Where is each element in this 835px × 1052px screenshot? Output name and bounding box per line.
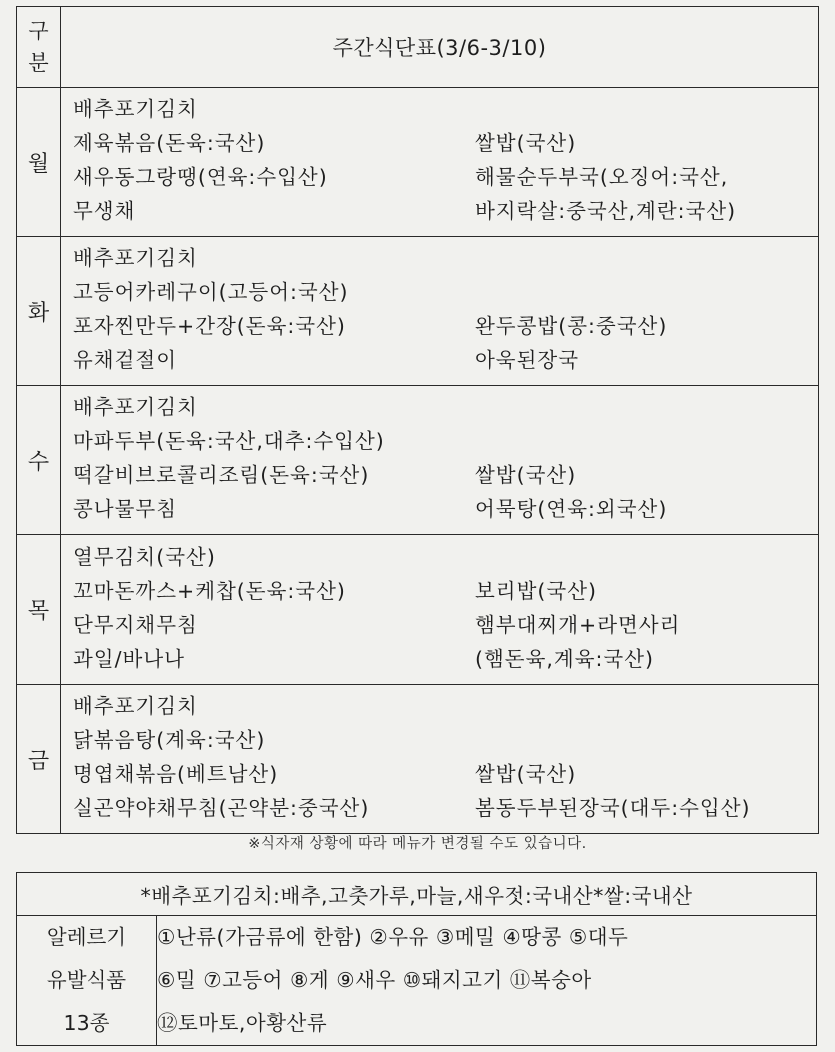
menu-item [475, 540, 818, 574]
menu-item [475, 390, 818, 424]
menu-item: 배추포기김치 [73, 246, 198, 270]
menu-item: 무생채 [73, 199, 136, 223]
menu-title: 주간식단표(3/6-3/10) [61, 7, 819, 88]
menu-header-row [17, 7, 819, 88]
menu-item: 어묵탕(연육:외국산) [475, 497, 668, 521]
menu-item: 콩나물무침 [73, 497, 178, 521]
menu-item: 해물순두부국(오징어:국산, [475, 165, 729, 189]
menu-item: 꼬마돈까스+케찹(돈육:국산) [73, 578, 346, 603]
menu-item [475, 275, 818, 309]
menu-item [475, 424, 818, 458]
menu-item: 마파두부(돈육:국산,대추:수입산) [73, 429, 385, 453]
day-label: 금 [17, 685, 61, 834]
day-row-thu [17, 535, 819, 685]
meal-cell [61, 237, 819, 386]
meal-cell [61, 386, 819, 535]
weekly-menu-table [16, 6, 819, 834]
day-label: 월 [17, 88, 61, 237]
menu-item: 유채겉절이 [73, 348, 178, 372]
menu-item: 새우동그랑땡(연육:수입산) [73, 165, 328, 189]
menu-item: 보리밥(국산) [475, 578, 598, 603]
menu-item: 명엽채볶음(베트남산) [73, 762, 279, 786]
menu-item: 고등어카레구이(고등어:국산) [73, 280, 349, 304]
day-label: 화 [17, 237, 61, 386]
menu-change-notice: ※식자재 상황에 따라 메뉴가 변경될 수도 있습니다. [248, 836, 587, 852]
menu-item: 닭볶음탕(계육:국산) [73, 728, 266, 752]
meal-cell [61, 88, 819, 237]
menu-item: 과일/바나나 [73, 646, 185, 671]
allergy-label-line: 13종 [63, 1011, 110, 1035]
allergy-item-line: ⑥밀 ⑦고등어 ⑧게 ⑨새우 ⑩돼지고기 ⑪복숭아 [157, 968, 592, 992]
menu-item: 바지락살:중국산,계란:국산) [475, 199, 737, 223]
allergy-row [17, 916, 817, 1046]
day-label: 수 [17, 386, 61, 535]
menu-item: 배추포기김치 [73, 395, 198, 419]
menu-item: 쌀밥(국산) [475, 131, 577, 155]
allergy-label-line: 알레르기 [46, 925, 127, 949]
menu-item: 열무김치(국산) [73, 544, 216, 569]
day-row-tue [17, 237, 819, 386]
menu-item: 제육볶음(돈육:국산) [73, 131, 266, 155]
menu-item: (햄돈육,계육:국산) [475, 646, 655, 671]
menu-item: 떡갈비브로콜리조림(돈육:국산) [73, 463, 370, 487]
meal-cell [61, 535, 819, 685]
menu-item [475, 689, 818, 723]
menu-item [475, 723, 818, 757]
category-header [17, 7, 61, 88]
menu-item [475, 241, 818, 275]
menu-item: 배추포기김치 [73, 694, 198, 718]
menu-item: 쌀밥(국산) [475, 463, 577, 487]
day-label: 목 [17, 535, 61, 685]
day-row-fri [17, 685, 819, 834]
menu-item: 실곤약야채무침(곤약분:중국산) [73, 796, 370, 820]
menu-item [475, 92, 818, 126]
category-header-char: 구 [28, 19, 49, 43]
menu-item: 햄부대찌개+라면사리 [475, 612, 681, 637]
allergy-items [157, 916, 817, 1046]
day-row-mon [17, 88, 819, 237]
meal-cell [61, 685, 819, 834]
allergy-item-line: ①난류(가금류에 한함) ②우유 ③메밀 ④땅콩 ⑤대두 [157, 925, 629, 949]
menu-item: 아욱된장국 [475, 348, 580, 372]
category-header-char: 분 [28, 51, 49, 75]
allergy-label [17, 916, 157, 1046]
menu-item: 봄동두부된장국(대두:수입산) [475, 796, 751, 820]
menu-item: 배추포기김치 [73, 97, 198, 121]
origin-row [17, 873, 817, 916]
origin-info: *배추포기김치:배추,고춧가루,마늘,새우젓:국내산*쌀:국내산 [17, 873, 817, 916]
allergy-item-line: ⑫토마토,아황산류 [157, 1011, 328, 1035]
allergy-label-line: 유발식품 [46, 968, 127, 992]
menu-item: 쌀밥(국산) [475, 762, 577, 786]
day-row-wed [17, 386, 819, 535]
menu-item: 단무지채무침 [73, 612, 198, 637]
menu-item: 완두콩밥(콩:중국산) [475, 314, 668, 338]
allergy-table [16, 872, 817, 1046]
menu-item: 포자찐만두+간장(돈육:국산) [73, 314, 346, 338]
